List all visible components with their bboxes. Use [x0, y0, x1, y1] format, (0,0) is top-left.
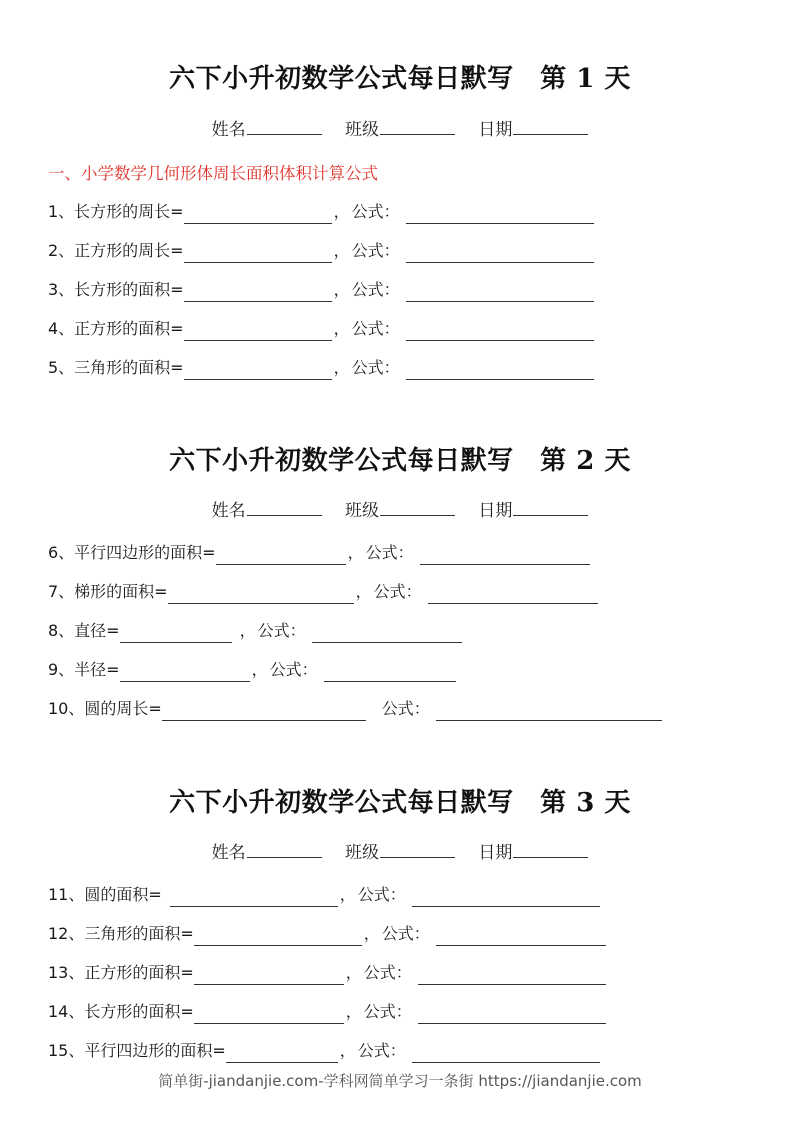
formula-label: 公式： [351, 358, 400, 377]
separator: ， [251, 660, 268, 679]
answer-blank[interactable] [194, 1004, 344, 1024]
formula-label: 公式： [351, 241, 400, 260]
separator: ， [363, 924, 380, 943]
formula-label: 公式： [357, 1041, 406, 1060]
class-blank[interactable] [380, 120, 455, 135]
formula-label: 公式： [381, 924, 430, 943]
day3-meta [0, 838, 800, 863]
answer-blank[interactable] [184, 282, 332, 302]
date-field[interactable] [478, 838, 588, 863]
answer-blank[interactable] [216, 545, 346, 565]
name-label: 姓名 [211, 501, 246, 521]
name-label: 姓名 [211, 120, 246, 140]
name-field[interactable] [212, 838, 322, 863]
answer-blank[interactable] [162, 701, 366, 721]
question-row [48, 278, 594, 302]
answer-blank[interactable] [170, 887, 338, 907]
question-row [48, 356, 594, 380]
day2-title: 六下小升初数学公式每日默写 第 2 天 [169, 446, 631, 476]
class-label: 班级 [345, 843, 379, 863]
day2-meta [0, 496, 800, 521]
separator: ， [339, 885, 356, 904]
formula-blank[interactable] [436, 701, 662, 721]
question-label: 10、圆的周长= [48, 699, 162, 718]
question-row [48, 697, 662, 721]
question-row [48, 541, 590, 565]
day1-meta [0, 115, 800, 140]
formula-label: 公式： [365, 543, 414, 562]
formula-blank[interactable] [406, 360, 594, 380]
formula-blank[interactable] [406, 243, 594, 263]
question-label: 13、正方形的面积= [48, 963, 194, 982]
separator: ， [355, 582, 372, 601]
separator: ， [333, 358, 350, 377]
formula-blank[interactable] [406, 204, 594, 224]
question-label: 9、半径= [48, 660, 120, 679]
separator: ， [339, 1041, 356, 1060]
formula-label: 公式： [381, 699, 430, 718]
formula-blank[interactable] [428, 584, 598, 604]
class-field[interactable] [345, 496, 455, 521]
question-label: 2、正方形的周长= [48, 241, 184, 260]
class-field[interactable] [345, 115, 455, 140]
formula-blank[interactable] [436, 926, 606, 946]
formula-label: 公式： [363, 963, 412, 982]
formula-blank[interactable] [406, 282, 594, 302]
answer-blank[interactable] [120, 623, 232, 643]
separator: ， [345, 963, 362, 982]
question-row [48, 239, 594, 263]
formula-label: 公式： [351, 319, 400, 338]
formula-blank[interactable] [324, 662, 456, 682]
question-label: 11、圆的面积= [48, 885, 162, 904]
question-row [48, 883, 600, 907]
class-blank[interactable] [380, 501, 455, 516]
question-label: 12、三角形的面积= [48, 924, 194, 943]
name-blank[interactable] [247, 120, 322, 135]
name-field[interactable] [212, 115, 322, 140]
answer-blank[interactable] [184, 204, 332, 224]
class-blank[interactable] [380, 843, 455, 858]
name-label: 姓名 [211, 843, 246, 863]
answer-blank[interactable] [226, 1043, 338, 1063]
separator: ， [333, 241, 350, 260]
date-label: 日期 [478, 501, 513, 521]
footer-watermark: 简单街-jiandanjie.com-学科网简单学习一条街 https://jiandanjie.com [158, 1072, 642, 1090]
name-blank[interactable] [247, 501, 322, 516]
separator: ， [347, 543, 364, 562]
class-label: 班级 [345, 120, 379, 140]
question-label: 8、直径= [48, 621, 120, 640]
answer-blank[interactable] [194, 965, 344, 985]
formula-label: 公式： [351, 280, 400, 299]
date-label: 日期 [478, 120, 513, 140]
formula-blank[interactable] [418, 1004, 606, 1024]
answer-blank[interactable] [184, 243, 332, 263]
day3-title: 六下小升初数学公式每日默写 第 3 天 [169, 788, 631, 818]
separator: ， [239, 621, 256, 640]
separator: ， [333, 202, 350, 221]
separator: ， [345, 1002, 362, 1021]
formula-blank[interactable] [412, 887, 600, 907]
separator: ， [333, 319, 350, 338]
date-blank[interactable] [513, 501, 588, 516]
answer-blank[interactable] [184, 321, 332, 341]
question-row [48, 619, 462, 643]
question-label: 5、三角形的面积= [48, 358, 184, 377]
question-label: 15、平行四边形的面积= [48, 1041, 226, 1060]
formula-blank[interactable] [420, 545, 590, 565]
answer-blank[interactable] [120, 662, 250, 682]
question-label: 3、长方形的面积= [48, 280, 184, 299]
question-row [48, 200, 594, 224]
class-field[interactable] [345, 838, 455, 863]
separator: ， [333, 280, 350, 299]
question-label: 7、梯形的面积= [48, 582, 168, 601]
date-blank[interactable] [513, 120, 588, 135]
name-field[interactable] [212, 496, 322, 521]
date-blank[interactable] [513, 843, 588, 858]
formula-blank[interactable] [312, 623, 462, 643]
date-field[interactable] [478, 115, 588, 140]
formula-label: 公式： [257, 621, 306, 640]
question-label: 1、长方形的周长= [48, 202, 184, 221]
formula-blank[interactable] [406, 321, 594, 341]
question-row [48, 317, 594, 341]
formula-label: 公式： [373, 582, 422, 601]
class-label: 班级 [345, 501, 379, 521]
question-row [48, 922, 606, 946]
formula-blank[interactable] [418, 965, 606, 985]
formula-label: 公式： [363, 1002, 412, 1021]
question-label: 6、平行四边形的面积= [48, 543, 216, 562]
answer-blank[interactable] [184, 360, 332, 380]
formula-label: 公式： [269, 660, 318, 679]
section-heading: 一、小学数学几何形体周长面积体积计算公式 [48, 164, 378, 183]
date-label: 日期 [478, 843, 513, 863]
formula-label: 公式： [357, 885, 406, 904]
formula-label: 公式： [351, 202, 400, 221]
date-field[interactable] [478, 496, 588, 521]
question-row [48, 1000, 606, 1024]
day1-title: 六下小升初数学公式每日默写 第 1 天 [169, 64, 631, 94]
formula-blank[interactable] [412, 1043, 600, 1063]
question-row [48, 1039, 600, 1063]
name-blank[interactable] [247, 843, 322, 858]
answer-blank[interactable] [168, 584, 354, 604]
question-row [48, 580, 598, 604]
question-row [48, 658, 456, 682]
question-label: 14、长方形的面积= [48, 1002, 194, 1021]
question-label: 4、正方形的面积= [48, 319, 184, 338]
answer-blank[interactable] [194, 926, 362, 946]
question-row [48, 961, 606, 985]
